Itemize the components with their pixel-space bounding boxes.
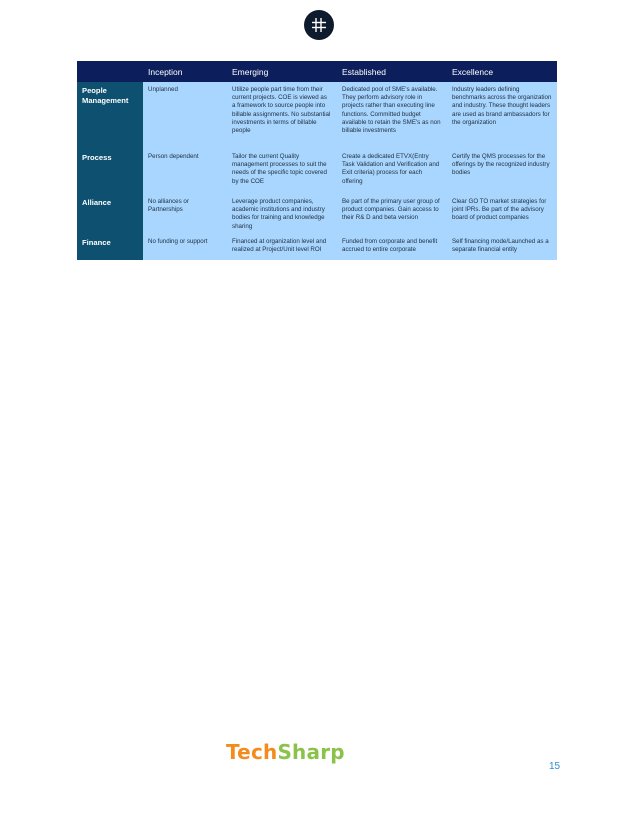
table-cell: Unplanned xyxy=(143,82,227,149)
hash-grid-logo-icon xyxy=(304,10,334,40)
table-cell: Funded from corporate and benefit accrued to entire corporate xyxy=(337,234,447,260)
table-cell: Utilize people part time from their current projects. COE is viewed as a framework to source people into billable assignments. No substantial investments in terms of billable people xyxy=(227,82,337,149)
table-cell: Leverage product companies, academic institutions and industry bodies for training and knowledge sharing xyxy=(227,194,337,234)
column-header-inception: Inception xyxy=(143,61,227,82)
page-number: 15 xyxy=(549,761,561,772)
table-header-row xyxy=(77,61,557,82)
row-header-finance: Finance xyxy=(77,234,143,260)
hash-grid-logo-icon-graphic xyxy=(310,16,328,34)
column-header-emerging: Emerging xyxy=(227,61,337,82)
table-cell: Dedicated pool of SME's available. They perform advisory role in projects rather than executing line functions. Committed budget available to retain the SME's as non billable investments xyxy=(337,82,447,149)
table-cell: Clear GO TO market strategies for joint IPRs. Be part of the advisory board of product companies xyxy=(447,194,557,234)
table-cell: Tailor the current Quality management processes to suit the needs of the specific topic covered by the COE xyxy=(227,149,337,194)
column-header-established: Established xyxy=(337,61,447,82)
row-header-process: Process xyxy=(77,149,143,194)
row-header-alliance: Alliance xyxy=(77,194,143,234)
table-row xyxy=(77,149,557,194)
coe-maturity-matrix xyxy=(77,61,557,260)
table-cell: No funding or support xyxy=(143,234,227,260)
table-cell: No alliances or Partnerships xyxy=(143,194,227,234)
techsharp-logo xyxy=(226,740,345,764)
table-cell: Be part of the primary user group of product companies. Gain access to their R& D and beta version xyxy=(337,194,447,234)
table-cell: Self financing mode/Launched as a separate financial entity xyxy=(447,234,557,260)
table-row xyxy=(77,194,557,234)
table-cell: Certify the QMS processes for the offerings by the recognized industry bodies xyxy=(447,149,557,194)
column-header-excellence: Excellence xyxy=(447,61,557,82)
table-cell: Financed at organization level and realized at Project/Unit level ROI xyxy=(227,234,337,260)
table-cell: Person dependent xyxy=(143,149,227,194)
table-cell: Create a dedicated ETVX(Entry Task Validation and Verification and Exit criteria) process for each offering xyxy=(337,149,447,194)
table-row xyxy=(77,234,557,260)
brand-name-part-tech: Tech xyxy=(226,740,278,764)
brand-name-part-sharp: Sharp xyxy=(277,740,345,764)
table-cell: Industry leaders defining benchmarks across the organization and industry. These thought leaders are used as brand ambassadors for the organization xyxy=(447,82,557,149)
table-row xyxy=(77,82,557,149)
header-corner xyxy=(77,61,143,82)
row-header-people-management: People Management xyxy=(77,82,143,149)
